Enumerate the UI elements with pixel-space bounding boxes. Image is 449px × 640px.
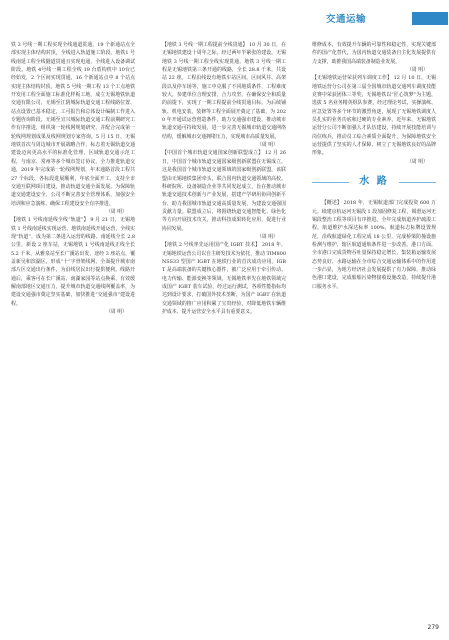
heading-rule-right (399, 182, 436, 183)
article-source: （周 明） (406, 67, 428, 74)
article-source: （周 明） (256, 233, 278, 240)
article-source: （周 明） (256, 142, 278, 149)
section-heading-water (312, 171, 436, 193)
article-paragraph: 维修成本，有效提升车辆的可靠性和稳定性，实现关键部件的国产化替代，为国内轨道交通装备自主化发展提供有力支撑，助推我国高端装备制造业发展。 (312, 42, 436, 65)
text-column-2 (162, 41, 286, 316)
text-column-3 (312, 41, 436, 291)
article-paragraph: 【地铁 3 号线一期工程提前全线贯通】 10 月 30 日，在无锡地铁建设十周年之际，经过两年半紧张的建设，无锡地铁 3 号线一期工程全线实现贯通，地铁 3 号线一期工程是无锡地铁第三条开通的线路，全长 28.8 千米，共设站 22 座。工程沿线设有地铁车站区间、区间风井、高架段以及停车场等，施工中克服了不同地质条件，工程难度较大，参建单位合理安排，合力攻坚，在确保安全和质量的前提下，实现了一期工程提前全线贯通目标，为后续铺轨、机电安装、装修等工程全面展开奠定了基础，为 2020 年开通试运营创造条件，助力交通强市建设，推动城市轨道交通可持续发展，进一步完善无锡城市轨道交通网络结构，缓解城市交通拥堵压力，实现城市高质量发展。 (162, 42, 286, 140)
article-paragraph: 【无锡地铁运营荣获列车调度工作】 12 月 10 日，无锡地铁运营分公司在第三届全国城市轨道交通列车调度技能竞赛中荣获团体三等奖，无锡地铁以“匠心筑梦”为主题，选拔 5 名业务精英组队参赛，经过理论考试、实操演练、应急处置等多个环节的激烈角逐，展现了无锡地铁调度人员扎实的业务功底和过硬的专业素养。近年来，无锡地铁运营分公司不断加强人才队伍建设，持续开展技能培训与岗位练兵，推动员工综合素质全面提升，为保障地铁安全运营提供了坚实的人才保障，树立了无锡地铁良好的品牌形象。 (312, 75, 436, 157)
article-paragraph: 铁 3 号线一期工程实现全线通道贯通，19 个新通站点全部实现主体结构封顶，全线进入轨道施工阶段。地铁1 号线南延工程全线隧道贯通且实现电通，全线进入设备调试阶段。地铁 4号线一期工程全线 19 台盾构机中 10台已经始发，2 个区间实现贯通，16 个新通站点中 8 个站点实现主体结构封顶。地铁 5 号线一期工程 13 个工点地铁开发用工程全面施工标准化样板工地。成立无锡地铁轨道交通有限公司，无锡至江阴城际轨道交通工程线路位置、站点设置已基本稳定，工可报告和总体设计编制工作进入专题咨询阶段。无锡至宜兴城际轨道交通工程前期研究工作有序推进，组织第一轮线网规划研究，并配合完成第一轮线网规划成果及线网规划专家咨询。5 月 15 日，无锡地铁首次与周边城市开展战略合作，标志着无锡轨道交通建设迈向更高水平的标准化管理，区域轨道交通示范工程，与南京、常州等多个城市签订协议，全力推进轨道交通，2019 年完成第一轮线网规划，年末通路首段工程共 27 个标段、各标段进展顺利，年底全面开工，支持全市交通互联网项目建设，推动轨道交通全面发展。为保障轨道交通建设安全，公司不断完善安全管理体系，加强安全培训和应急演练，确保工程建设安全有序推进。 (11, 42, 135, 207)
article-paragraph: 【地铁 1 号线南延线全线“轨道”】 9 月 21 日，无锡地铁 1 号线南延线实现运营，地铁南延线开通运营，全线实现“轨道”，成为第二条进入运营的线路。南延线全长 2.8 公里，新设 2 座车站，无锡地铁 1 号线南延线正线全长 5.2 千米，从雅泉站至长广溪站出发，途经 3 座站点，覆盖新吴和滨湖区，形成“十”字骨架线网，全面提升城市南部片区交通出行条件，为沿线居民出行提供便利。线路开通后，乘客可在长广溪站、南湖家园等站点换乘，有效缓解南部地区交通压力，提升城市轨道交通线网覆盖率，为建设交通强市奠定坚实基础，加快推进“交通强市”建设进程。 (11, 217, 135, 307)
page-number: 279 (427, 624, 439, 631)
heading-rule-left (312, 182, 349, 183)
section-header-bar (412, 12, 448, 25)
article-paragraph: 【中国首个城市轨道交通国家创新联盟成立】 12 月 26 日，中国首个城市轨道交通国家级创新联盟在无锡成立，这是我国首个城市轨道交通领域的国家级创新联盟，该联盟由无锡地铁集团牵头，联合国内轨道交通领域的高校、科研院所、设备制造企业等共同发起成立，旨在推动城市轨道交通技术创新与产业发展，搭建产学研用协同创新平台，助力我国城市轨道交通高质量发展，为建设交通强国贡献力量。联盟成立后，将围绕轨道交通智能化、绿色化等方向开展技术攻关，推动科技成果转化应用，促进行业协同发展。 (162, 150, 286, 232)
section-title: 交通运输 (326, 14, 367, 25)
article-source: （周 明） (406, 158, 428, 165)
article-source: （周 明） (105, 309, 127, 315)
section-heading-text: 水 路 (359, 175, 389, 187)
text-column-1 (11, 41, 135, 316)
article-paragraph: 【地铁 2 号线率先运用国产化 IGBT 技术】 2018 年，无锡地铁运营公司以自主研发技术为依托，推动 TIM800NSS33 型国产 IGBT 在地铁行业的首次成功应用。IGBT 是高端装备的关键核心器件，被广泛应用于牵引传动、电力传输、能源变换等领域，无锡地铁率先在地铁领域完成国产 IGBT 装车试验，经过运行测试，各项性能指标均达到设计要求，打破国外技术垄断，为国产 IGBT 在轨道交通领域的推广应用积累了宝贵经验，对降低地铁车辆维护成本、提升运营安全水平具有重要意义。 (162, 242, 286, 315)
article-paragraph: 【概述】 2018 年，无锡航道部门完成投资 600 万元。续建京杭运河无锡段 1 段加固修复工程，锡澄运河无锡段整治工程等项目有序推进。全年完成航道养护疏浚工程，航道维护水深达标率 100%，航道标志标牌设置规范，沿线航道绿化工程完成 18 公里，完成桥梁防撞设施检测与维护，辖区航道通航条件进一步改善。港口方面，全市港口完成货物吞吐量保持稳定增长，集装箱运输发展态势良好，水路运输在全市综合交通运输体系中的作用进一步凸显，为地方经济社会发展提供了有力保障，推动绿色港口建设，完成船舶污染物接收设施改造，持续提升港口服务水平。 (312, 200, 436, 290)
article-source: （周 明） (105, 208, 127, 215)
